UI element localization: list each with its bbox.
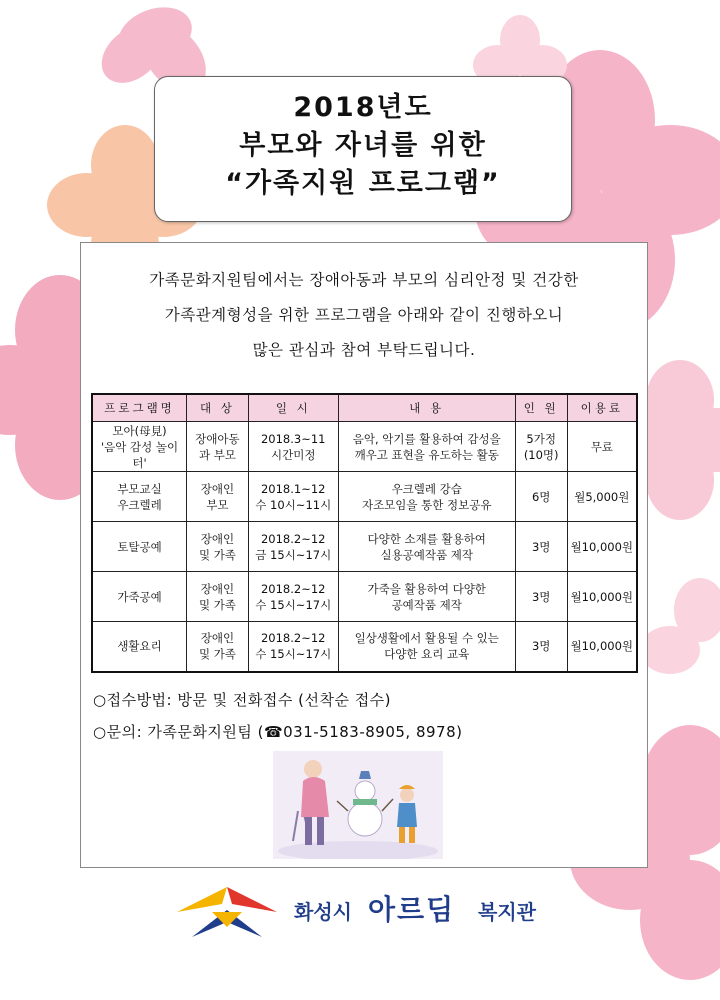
- cell-program-name: [92, 572, 187, 622]
- table-row: [92, 522, 637, 572]
- cell-line: 장애인: [200, 631, 235, 646]
- cell-content: [338, 522, 515, 572]
- cell-line: 실용공예작품 제작: [380, 547, 473, 562]
- cell-line: 수 15시~17시: [255, 597, 332, 612]
- cell-line: 및 가족: [198, 647, 236, 662]
- cell-target: [187, 422, 249, 472]
- cell-people: [515, 472, 567, 522]
- header-content: 내 용: [338, 394, 515, 422]
- cell-line: 수 10시~11시: [255, 497, 332, 512]
- cell-line: 월10,000원: [570, 539, 634, 554]
- intro-line: 가족문화지원팀에서는 장애아동과 부모의 심리안정 및 건강한: [149, 271, 579, 289]
- cell-target: [187, 522, 249, 572]
- cell-target: [187, 472, 249, 522]
- intro-line: 많은 관심과 참여 부탁드립니다.: [252, 341, 476, 359]
- apply-method: ○접수방법: 방문 및 전화접수 (선착순 접수): [93, 691, 392, 709]
- cell-fee: [567, 622, 637, 672]
- cell-line: 3명: [531, 589, 551, 604]
- cell-line: 일상생활에서 활용될 수 있는: [354, 631, 499, 646]
- title-program: “가족지원 프로그램”: [225, 168, 501, 199]
- cell-line: 장애인: [200, 531, 235, 546]
- cell-line: 월10,000원: [570, 589, 634, 604]
- intro-text: [81, 263, 647, 368]
- cell-date: [248, 422, 338, 472]
- cell-line: 우크렐레 강습: [391, 481, 462, 496]
- program-table: [91, 393, 638, 673]
- cell-content: [338, 622, 515, 672]
- cell-line: 3명: [531, 639, 551, 654]
- title-year: 2018년도: [293, 92, 433, 123]
- cell-line: 시간미정: [271, 447, 316, 462]
- cell-line: 과 부모: [198, 447, 236, 462]
- cell-line: 생활요리: [117, 639, 162, 654]
- cell-line: 5가정: [526, 431, 556, 446]
- footer-center: 복지관: [478, 900, 536, 924]
- cell-line: 부모교실: [117, 481, 162, 496]
- cell-line: 월10,000원: [570, 639, 634, 654]
- cell-program-name: [92, 472, 187, 522]
- cell-line: 6명: [531, 489, 551, 504]
- table-row: [92, 622, 637, 672]
- cell-line: 2018.2~12: [260, 581, 326, 596]
- cell-line: 월5,000원: [574, 489, 630, 504]
- title-box: [154, 76, 572, 222]
- cell-line: 우크렐레: [117, 497, 162, 512]
- header-fee: 이용료: [567, 394, 637, 422]
- intro-line: 가족관계형성을 위한 프로그램을 아래와 같이 진행하오니: [164, 306, 564, 324]
- cell-line: 가죽공예: [117, 589, 162, 604]
- header-people: 인 원: [515, 394, 567, 422]
- cell-target: [187, 572, 249, 622]
- cell-line: 3명: [531, 539, 551, 554]
- cell-line: 다양한 요리 교육: [384, 647, 470, 662]
- cell-line: '음악 감성 놀이터': [100, 439, 179, 470]
- cell-line: 2018.2~12: [260, 531, 326, 546]
- cell-content: [338, 472, 515, 522]
- content-panel: [80, 242, 648, 868]
- cell-line: 자조모임을 통한 정보공유: [361, 497, 492, 512]
- contact-info: ○문의: 가족문화지원팀 (☎031-5183-8905, 8978): [93, 723, 463, 741]
- cell-fee: [567, 572, 637, 622]
- cell-line: 2018.1~12: [260, 481, 326, 496]
- table-row: [92, 422, 637, 472]
- cell-people: [515, 522, 567, 572]
- cell-line: 금 15시~17시: [255, 547, 332, 562]
- header-date: 일 시: [248, 394, 338, 422]
- cell-line: 장애인: [200, 481, 235, 496]
- cell-fee: [567, 422, 637, 472]
- cell-line: 토탈공예: [117, 539, 162, 554]
- cell-line: (10명): [523, 447, 559, 462]
- family-snowman-illustration: [273, 751, 443, 859]
- cell-line: 가죽을 활용하여 다양한: [367, 581, 486, 596]
- cell-line: 및 가족: [198, 547, 236, 562]
- cell-target: [187, 622, 249, 672]
- title-subtitle: 부모와 자녀를 위한: [239, 130, 487, 161]
- cell-date: [248, 472, 338, 522]
- cell-line: 장애인: [200, 581, 235, 596]
- table-row: [92, 572, 637, 622]
- cell-people: [515, 572, 567, 622]
- cell-date: [248, 572, 338, 622]
- cell-line: 및 가족: [198, 597, 236, 612]
- header-program-name: 프로그램명: [92, 394, 187, 422]
- table-row: [92, 472, 637, 522]
- footer-city: 화성시: [294, 900, 352, 924]
- cell-date: [248, 522, 338, 572]
- cell-line: 다양한 소재를 활용하여: [367, 531, 486, 546]
- cell-line: 음악, 악기를 활용하여 감성을: [352, 431, 501, 446]
- cell-date: [248, 622, 338, 672]
- footer-brand-name: 아르딤: [368, 893, 456, 926]
- cell-line: 장애아동: [195, 431, 240, 446]
- cell-content: [338, 572, 515, 622]
- header-target: 대 상: [187, 394, 249, 422]
- cell-program-name: [92, 622, 187, 672]
- cell-fee: [567, 472, 637, 522]
- cell-fee: [567, 522, 637, 572]
- cell-people: [515, 622, 567, 672]
- cell-line: 모아(母見): [112, 423, 167, 438]
- cell-people: [515, 422, 567, 472]
- cell-line: 수 15시~17시: [255, 647, 332, 662]
- cell-line: 부모: [206, 497, 229, 512]
- welfare-center-logo: [172, 882, 282, 942]
- cell-content: [338, 422, 515, 472]
- footer-brand: [172, 882, 572, 942]
- cell-line: 2018.3~11: [260, 431, 326, 446]
- cell-line: 무료: [590, 439, 613, 454]
- cell-line: 공예작품 제작: [391, 597, 462, 612]
- cell-program-name: [92, 422, 187, 472]
- table-header-row: [92, 394, 637, 422]
- cell-line: 2018.2~12: [260, 631, 326, 646]
- cell-line: 깨우고 표현을 유도하는 활동: [354, 447, 499, 462]
- cell-program-name: [92, 522, 187, 572]
